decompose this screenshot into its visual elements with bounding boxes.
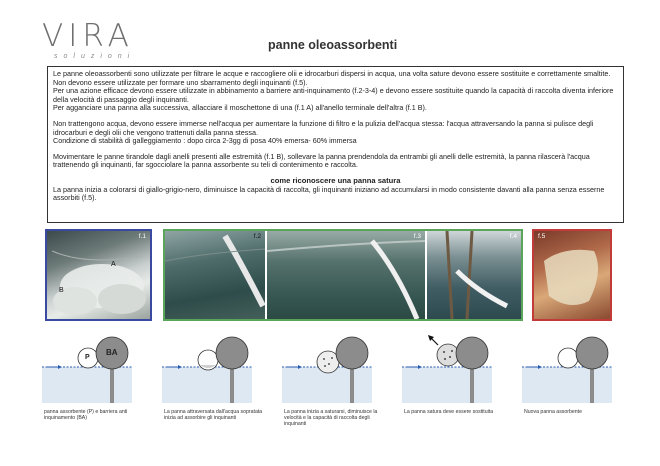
photo-f2-illustration bbox=[165, 231, 265, 319]
photo-f3 bbox=[267, 231, 425, 319]
logo-subtitle: soluzioni bbox=[54, 53, 136, 60]
diagram-4-drawing bbox=[400, 333, 495, 405]
section-subtitle: come riconoscere una panna satura bbox=[270, 175, 401, 185]
diagram-4 bbox=[400, 333, 495, 405]
paragraph: Non devono essere utilizzate per formare uno sbarramento degli inquinanti (f.5). bbox=[53, 77, 308, 87]
photo-label: f.4 bbox=[509, 233, 517, 240]
photo-f2 bbox=[165, 231, 265, 319]
label-ba: BA bbox=[106, 348, 118, 357]
diagram-2-drawing bbox=[160, 333, 255, 405]
paragraph: Non trattengono acqua, devono essere immerse nell'acqua per aumentare la funzione di filtro e la pulizia dell'acqua stessa: l'acqua attraversando la panna si pulisce degli idrocarburi e degli olii che vengono trattenuti dalla panna stessa. bbox=[53, 118, 594, 137]
diagram-2 bbox=[160, 333, 255, 405]
photo-label: f.2 bbox=[253, 233, 261, 240]
marker-b: B bbox=[59, 287, 64, 294]
photo-f5-illustration bbox=[534, 231, 610, 319]
diagram-3 bbox=[280, 333, 375, 405]
photo-f5 bbox=[532, 229, 612, 321]
photo-label: f.3 bbox=[413, 233, 421, 240]
vira-logo bbox=[42, 20, 162, 66]
paragraph: Per una azione efficace devono essere utilizzate in abbinamento a barriere anti-inquinamento (f.2-3-4) e devono essere sostituite quando la capacità di raccolta diventa inferiore della velocità di passaggio degli inquinanti. bbox=[53, 86, 614, 104]
caption-4: La panna satura deve essere sostituita bbox=[404, 409, 494, 415]
paragraph: Le panne oleoassorbenti sono utilizzate per filtrare le acque e raccogliere olii e idrocarburi dispersi in acqua, una volta sature devono essere sostituite e correttamente smaltite. bbox=[53, 69, 611, 78]
description-box bbox=[47, 66, 624, 223]
diagram-1 bbox=[40, 333, 135, 405]
caption-1: panna assorbente (P) e barriera anti inquinamento (BA) bbox=[44, 409, 128, 422]
caption-2: La panna attraversata dall'acqua sopratata inizia ad assorbire gli inquinanti bbox=[164, 409, 263, 422]
logo-word: VIRA bbox=[42, 18, 134, 54]
photo-f3-illustration bbox=[267, 231, 425, 319]
page-title: panne oleoassorbenti bbox=[268, 38, 398, 52]
diagram-5-drawing bbox=[520, 333, 615, 405]
photo-label: f.1 bbox=[138, 233, 146, 240]
paragraph: Movimentare le panne tirandole dagli anelli presenti alle estremità (f.1 B), sollevare la panna prendendola da entrambi gli anelli delle estremità, la panna rilascerà l'acqua trattenendo gli inquinanti, far sgocciolare la panna assorbente su teli di contenimento e raccolta. bbox=[53, 151, 590, 170]
photo-f4 bbox=[427, 231, 521, 319]
photo-f1 bbox=[45, 229, 152, 321]
photo-f1-illustration bbox=[47, 231, 150, 319]
photo-f4-illustration bbox=[427, 231, 521, 319]
diagram-5 bbox=[520, 333, 615, 405]
photo-label: f.5 bbox=[538, 233, 546, 240]
paragraph: Per agganciare una panna alla successiva, allacciare il moschettone di una (f.1 A) all'anello terminale dell'altra (f.1 B). bbox=[53, 103, 427, 113]
marker-a: A bbox=[111, 261, 116, 268]
caption-3: La panna inizia a saturarsi, diminuisce la velocità e la capacità di raccolta degli inquinanti bbox=[284, 409, 378, 428]
paragraph: La panna inizia a colorarsi di giallo-grigio-nero, diminuisce la capacità di raccolta, gli inquinanti iniziano ad accumularsi in modo consistente davanti alla panna senza esserne assorbiti (f.5). bbox=[53, 184, 605, 203]
diagram-3-drawing bbox=[280, 333, 375, 405]
diagram-1-drawing bbox=[40, 333, 135, 405]
paragraph: Condizione di stabilità di galleggiamento : dopo circa 2-3gg di posa 40% emersa- 60% immersa bbox=[53, 136, 357, 146]
caption-5: Nuova panna assorbente bbox=[524, 409, 582, 415]
label-p: P bbox=[85, 354, 90, 361]
